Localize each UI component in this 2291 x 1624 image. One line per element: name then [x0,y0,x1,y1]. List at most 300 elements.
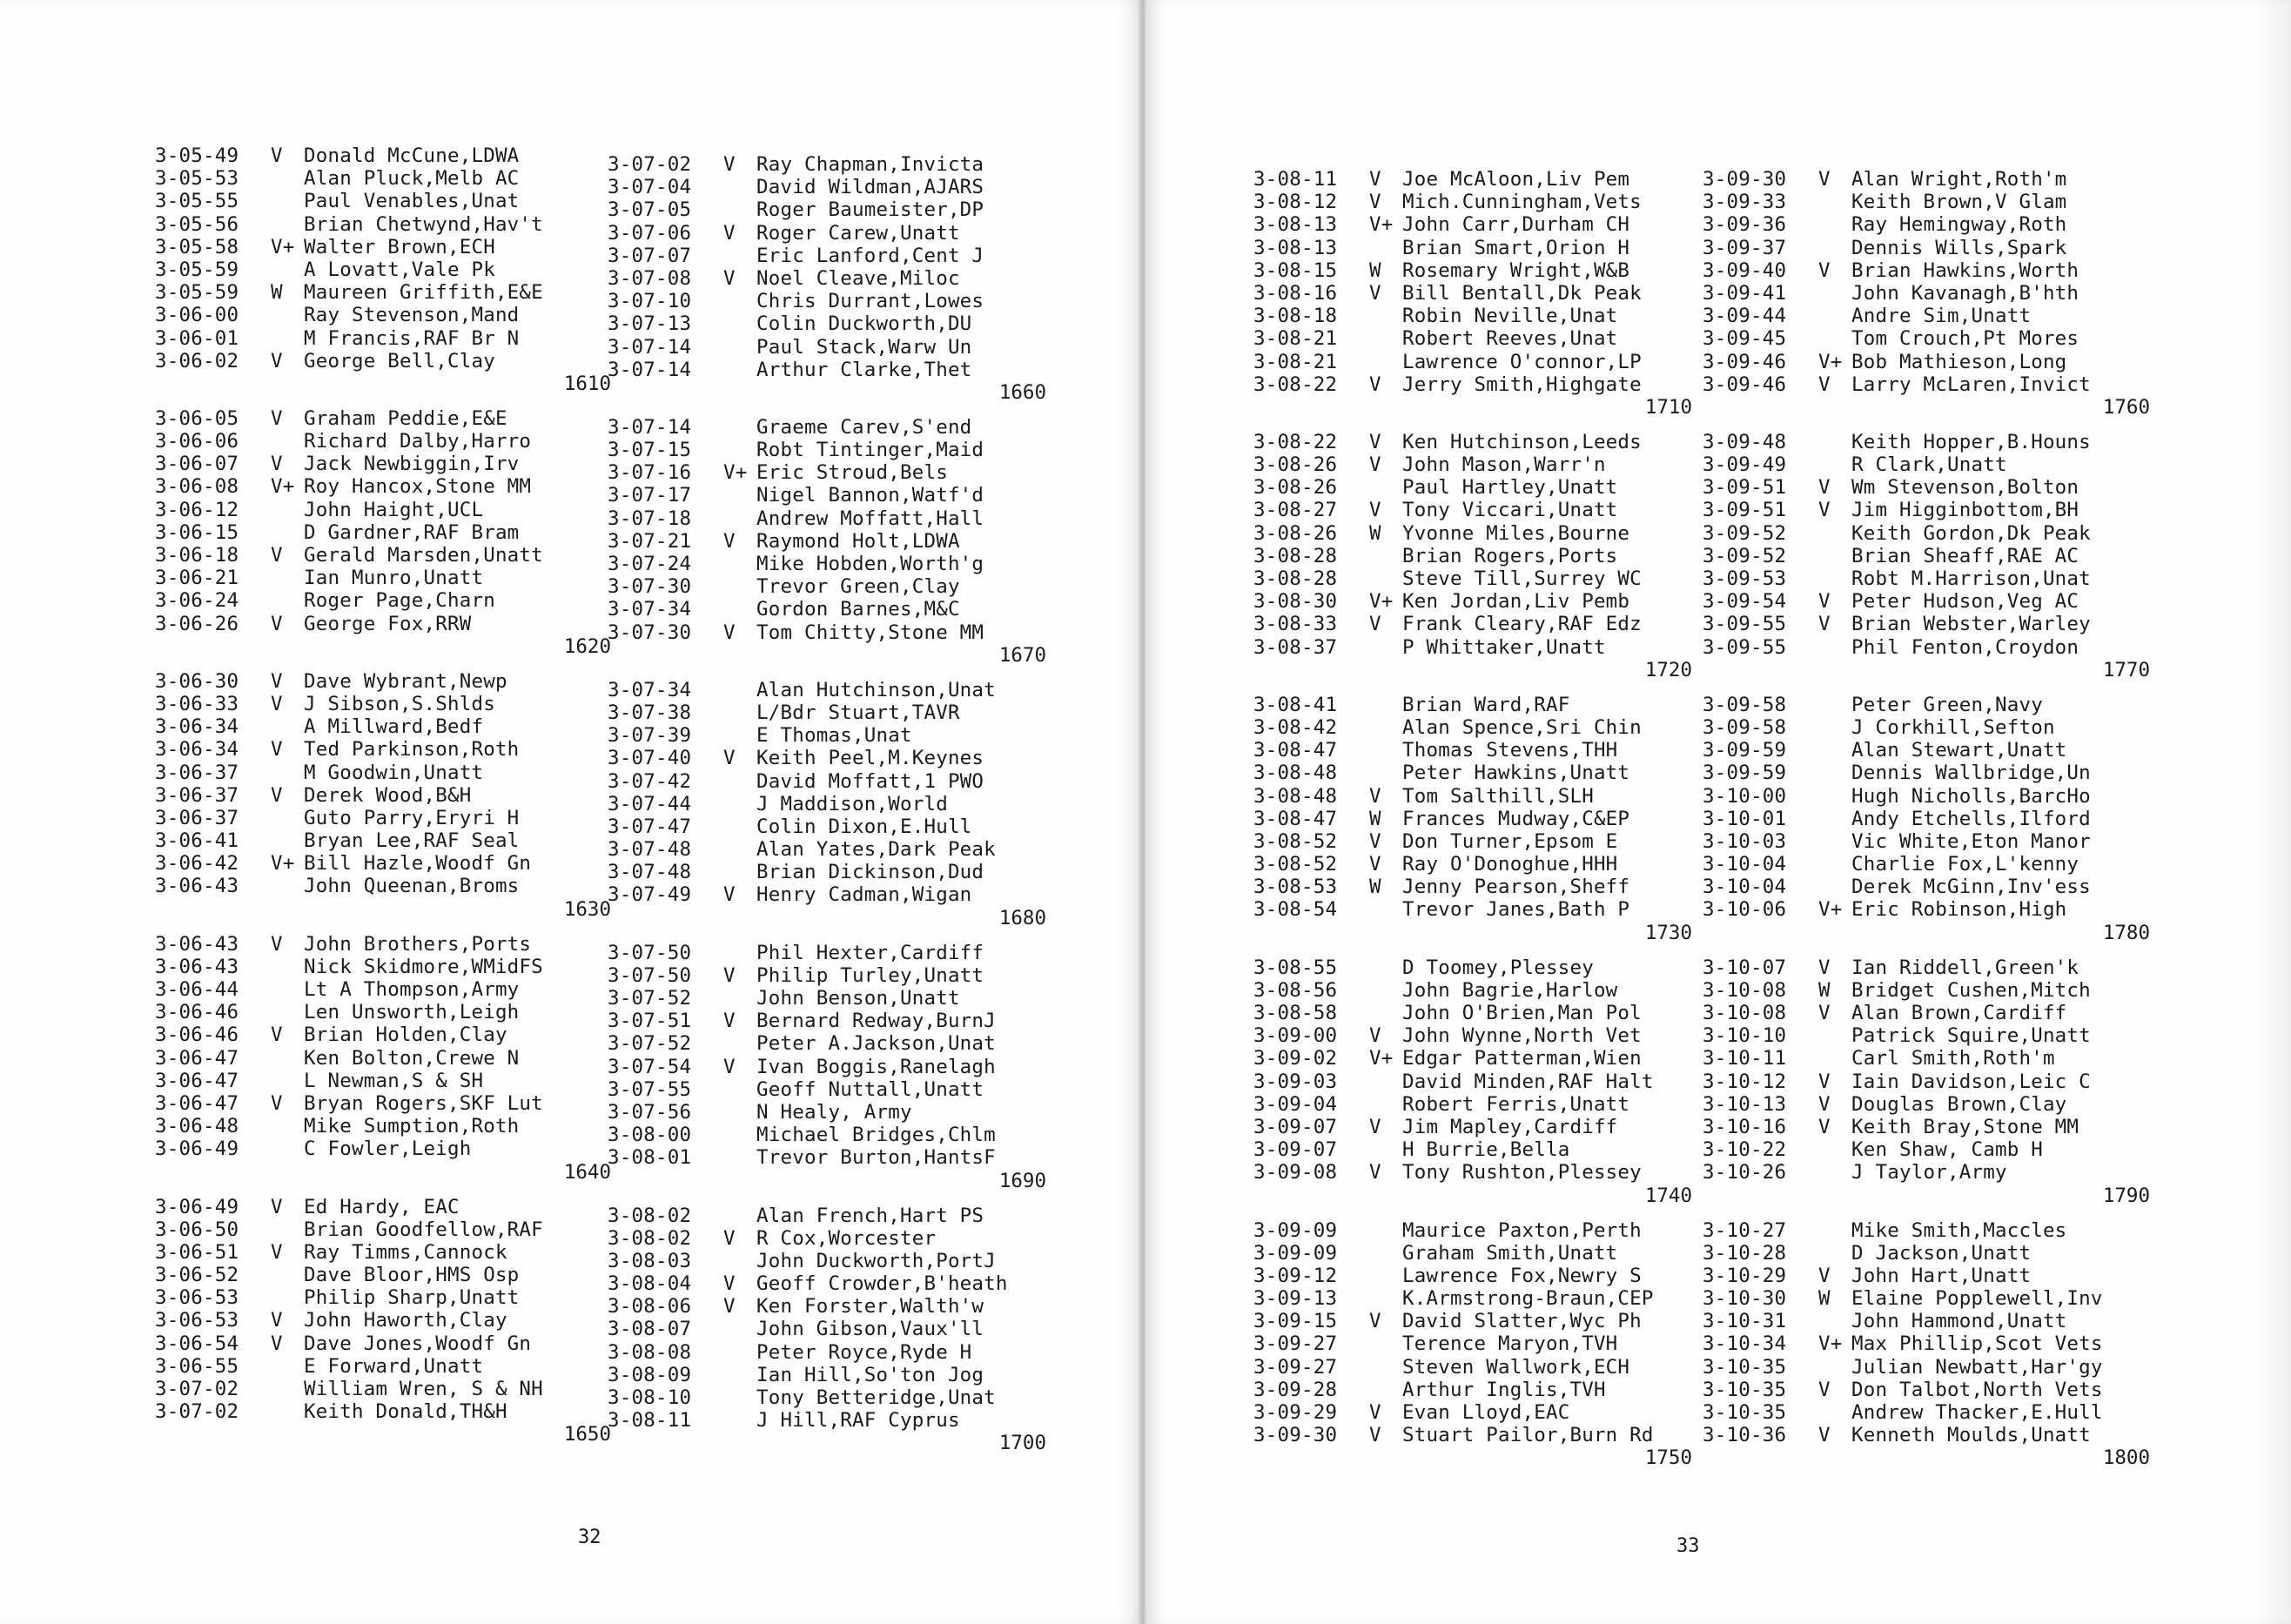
result-row [608,1341,1060,1364]
finish-time: 3-08-41 [1253,693,1338,716]
runner-name-club: Maurice Paxton,Perth [1402,1218,1642,1242]
block-spacer [1703,681,2164,694]
category-flag [1818,716,1851,739]
finish-time: 3-08-33 [1253,613,1338,636]
result-row [608,598,1060,621]
runner-name-club: Don Talbot,North Vets [1851,1378,2103,1401]
category-flag [271,327,304,350]
position-count: 1610 [563,372,611,395]
category-flag [1818,1047,1851,1070]
category-flag [1818,453,1851,476]
category-flag: V [1369,1310,1381,1333]
category-flag [271,829,304,852]
runner-name-club: L Newman,S & SH [304,1069,484,1092]
finish-time: 3-06-48 [155,1115,239,1138]
result-row [1253,213,1706,236]
category-flag [1818,1310,1851,1332]
category-flag: V [271,453,283,476]
result-row [155,1378,625,1400]
category-flag: W [1818,1287,1831,1311]
runner-name-club: Peter Hawkins,Unatt [1402,762,1630,785]
result-row [1703,351,2164,373]
category-flag [723,598,756,621]
result-row [1703,373,2164,396]
result-row [1703,853,2164,876]
runner-name-club: Mike Sumption,Roth [304,1115,520,1138]
result-row [1253,1024,1706,1047]
runner-name-club: Roger Baumeister,DP [756,198,984,222]
block-spacer [155,1184,625,1196]
result-row [608,484,1060,507]
category-flag [271,304,304,326]
category-flag: V [271,1332,283,1355]
result-row [155,875,625,897]
runner-name-club: Robt Tintinger,Maid [756,439,984,462]
result-row [155,190,625,212]
result-row [1253,1265,1706,1287]
category-flag: V [1818,1264,1831,1287]
result-row [1703,213,2164,236]
finish-time: 3-06-41 [155,829,239,853]
runner-name-club: Alan French,Hart PS [756,1204,984,1227]
finish-time: 3-07-02 [155,1400,239,1424]
finish-time: 3-07-49 [608,883,692,907]
runner-name-club: Michael Bridges,Chlm [756,1124,996,1147]
runner-name-club: Andy Etchells,Ilford [1851,807,2091,830]
result-row [1703,453,2164,476]
result-row [155,258,625,281]
result-row [608,883,1060,906]
finish-time: 3-06-34 [155,738,239,762]
result-row [608,1386,1060,1409]
finish-time: 3-09-04 [1253,1092,1338,1116]
result-row [608,861,1060,883]
category-flag [723,1386,756,1409]
result-row [1253,191,1706,213]
category-flag [1818,1242,1851,1265]
finish-time: 3-07-44 [608,792,692,815]
result-row [1253,1401,1706,1424]
finish-time: 3-06-37 [155,783,239,807]
finish-time: 3-08-28 [1253,567,1338,590]
runner-name-club: Mike Smith,Maccles [1851,1218,2067,1242]
category-flag [271,875,304,897]
finish-time: 3-08-09 [608,1363,692,1386]
category-flag [1369,1242,1402,1265]
finish-time: 3-08-48 [1253,762,1338,785]
runner-name-club: Peter A.Jackson,Unat [756,1032,996,1056]
finish-time: 3-05-53 [155,167,239,191]
runner-name-club: Ray Chapman,Invicta [756,153,984,176]
position-count: 1730 [1644,921,1692,944]
finish-time: 3-10-08 [1703,1002,1787,1024]
finish-time: 3-10-03 [1703,829,1787,853]
runner-name-club: Graham Smith,Unatt [1402,1241,1618,1265]
result-row [1703,1287,2164,1310]
result-row [608,176,1060,198]
runner-name-club: C Fowler,Leigh [304,1137,472,1161]
finish-time: 3-08-13 [1253,213,1338,237]
result-row [155,475,625,498]
runner-name-club: Lt A Thompson,Army [304,978,520,1001]
category-flag: V [271,1023,283,1047]
results-block [1253,694,1706,944]
result-row [608,416,1060,439]
results-block [608,416,1060,667]
runner-name-club: Mike Hobden,Worth'g [756,553,984,575]
runner-name-club: Chris Durrant,Lowes [756,290,984,313]
category-flag [1818,739,1851,762]
category-flag: V [271,612,283,635]
result-row [155,1332,625,1355]
category-flag [723,336,756,359]
category-flag [271,499,304,521]
category-flag [1369,1219,1402,1242]
category-flag [1369,476,1402,499]
finish-time: 3-07-14 [608,335,692,359]
finish-time: 3-08-04 [608,1272,692,1296]
result-row [155,1286,625,1309]
category-flag [271,1264,304,1286]
category-flag [1818,282,1851,305]
runner-name-club: Jerry Smith,Highgate [1402,372,1642,396]
finish-time: 3-06-43 [155,955,239,978]
runner-name-club: Ken Forster,Walth'w [756,1295,984,1319]
category-flag: V [1818,956,1831,979]
result-row [1703,1401,2164,1424]
runner-name-club: Bryan Rogers,SKF Lut [304,1091,543,1115]
result-row [608,530,1060,553]
position-count: 1770 [2102,658,2150,681]
result-row [155,1355,625,1378]
result-row [608,1272,1060,1295]
category-flag [1369,237,1402,259]
category-flag: V [1818,1424,1831,1447]
runner-name-club: Brian Chetwynd,Hav't [304,212,543,236]
runner-name-club: Tom Salthill,SLH [1402,784,1594,808]
finish-time: 3-08-27 [1253,499,1338,522]
finish-time: 3-10-01 [1703,807,1787,830]
finish-time: 3-06-00 [155,304,239,327]
finish-time: 3-08-18 [1253,305,1338,328]
category-flag [723,1124,756,1146]
finish-time: 3-06-52 [155,1264,239,1287]
runner-name-club: Iain Davidson,Leic C [1851,1070,2091,1093]
result-row [155,1196,625,1218]
result-row [1253,956,1706,979]
category-flag: V [1369,1401,1381,1424]
runner-name-club: Paul Hartley,Unatt [1402,476,1618,500]
category-flag: V [271,144,283,167]
runner-name-club: Robert Ferris,Unatt [1402,1092,1630,1116]
finish-time: 3-07-18 [608,507,692,530]
category-flag [723,198,756,221]
finish-time: 3-06-26 [155,612,239,635]
category-flag [723,1409,756,1432]
result-row [155,499,625,521]
category-flag [1369,716,1402,739]
results-block [1703,1219,2164,1470]
finish-time: 3-10-30 [1703,1287,1787,1311]
result-row [608,507,1060,530]
finish-time: 3-09-27 [1253,1355,1338,1379]
runner-name-club: Bill Bentall,Dk Peak [1402,281,1642,305]
category-flag: V [271,783,283,807]
finish-time: 3-07-30 [608,621,692,644]
runner-name-club: Brian Goodfellow,RAF [304,1218,543,1241]
result-row [155,1115,625,1137]
result-row [1253,1379,1706,1401]
finish-time: 3-07-24 [608,553,692,575]
result-row [608,1227,1060,1250]
runner-name-club: Maureen Griffith,E&E [304,281,543,305]
result-row [1703,956,2164,979]
category-flag [271,190,304,212]
results-block [155,933,625,1184]
category-flag [1818,1024,1851,1047]
runner-name-club: Joe McAloon,Liv Pem [1402,168,1630,191]
result-row [1253,168,1706,191]
category-flag [723,245,756,267]
block-spacer [608,404,1060,416]
result-row [155,715,625,738]
finish-time: 3-10-26 [1703,1161,1787,1184]
category-flag [1818,305,1851,327]
finish-time: 3-07-14 [608,415,692,439]
finish-time: 3-08-42 [1253,715,1338,739]
category-flag [723,507,756,530]
block-spacer [608,1192,1060,1205]
finish-time: 3-09-30 [1703,168,1787,191]
result-row [608,747,1060,769]
runner-name-club: Bill Hazle,Woodf Gn [304,852,532,876]
runner-name-club: Mich.Cunningham,Vets [1402,191,1642,214]
runner-name-club: Ray Stevenson,Mand [304,304,520,327]
category-flag [1818,237,1851,259]
result-row [608,1318,1060,1340]
finish-time: 3-06-53 [155,1309,239,1332]
runner-name-club: William Wren, S & NH [304,1378,543,1400]
runner-name-club: J Taylor,Army [1851,1161,2007,1184]
finish-time: 3-08-26 [1253,476,1338,500]
runner-name-club: Ken Shaw, Camb H [1851,1138,2043,1162]
result-row [1703,1332,2164,1355]
finish-time: 3-09-52 [1703,521,1787,545]
category-flag: V [1369,853,1381,876]
category-flag [1818,785,1851,808]
runner-name-club: Colin Duckworth,DU [756,312,972,336]
runner-name-club: David Moffatt,1 PWO [756,769,984,793]
result-row [155,567,625,589]
finish-time: 3-07-17 [608,484,692,507]
results-block [1253,168,1706,419]
finish-time: 3-08-22 [1253,372,1338,396]
position-count: 1800 [2102,1446,2150,1470]
runner-name-club: Philip Turley,Unatt [756,963,984,987]
results-block [608,679,1060,929]
result-row [155,167,625,190]
category-flag [1369,956,1402,979]
finish-time: 3-06-01 [155,326,239,350]
runner-name-club: Len Unsworth,Leigh [304,1001,520,1024]
runner-name-club: Steven Wallwork,ECH [1402,1355,1630,1379]
runner-name-club: Edgar Patterman,Wien [1402,1047,1642,1070]
runner-name-club: Roger Carew,Unatt [756,221,960,245]
finish-time: 3-09-55 [1703,613,1787,636]
finish-time: 3-10-35 [1703,1401,1787,1424]
category-flag: V [1818,476,1831,500]
result-row [1253,351,1706,373]
finish-time: 3-06-06 [155,430,239,453]
position-count: 1780 [2102,921,2150,944]
finish-time: 3-09-02 [1253,1047,1338,1070]
result-row [608,724,1060,747]
runner-name-club: E Thomas,Unat [756,724,912,748]
page-number: 33 [1676,1535,1700,1557]
runner-name-club: Derek McGinn,Inv'ess [1851,876,2091,899]
position-count: 1690 [998,1169,1046,1192]
category-flag: V [1369,281,1381,305]
result-row [1253,1093,1706,1116]
category-flag: V [1369,784,1381,808]
runner-name-club: Vic White,Eton Manor [1851,829,2091,853]
runner-name-club: Tom Crouch,Pt Mores [1851,327,2079,351]
runner-name-club: Robt M.Harrison,Unat [1851,567,2091,590]
runner-name-club: Alan Brown,Cardiff [1851,1002,2067,1024]
category-flag [271,1137,304,1160]
result-row [1703,1242,2164,1265]
finish-time: 3-08-15 [1253,258,1338,282]
runner-name-club: John Haight,UCL [304,498,484,521]
result-row [155,670,625,693]
runner-name-club: David Wildman,AJARS [756,176,984,199]
runner-name-club: Brian Ward,RAF [1402,693,1570,716]
runner-name-club: Alan Yates,Dark Peak [756,838,996,862]
runner-name-club: Ian Munro,Unatt [304,567,484,590]
result-row [1703,259,2164,282]
result-row [1703,522,2164,545]
category-flag: V+ [1369,213,1394,237]
category-flag [723,987,756,1010]
category-flag [1818,1219,1851,1242]
result-row [608,1101,1060,1124]
finish-time: 3-09-33 [1703,191,1787,214]
runner-name-club: Rosemary Wright,W&B [1402,258,1630,282]
category-flag: V [271,544,283,567]
result-row [155,852,625,875]
category-flag [271,213,304,236]
category-flag: V [723,1295,736,1319]
results-block [1253,956,1706,1207]
category-flag [723,416,756,439]
position-count: 1670 [998,643,1046,667]
block-spacer [608,929,1060,942]
result-row [1703,1024,2164,1047]
result-row [608,198,1060,221]
runner-name-club: D Gardner,RAF Bram [304,520,520,544]
block-spacer [1703,944,2164,956]
runner-name-club: Ken Bolton,Crewe N [304,1046,520,1070]
result-row [608,461,1060,484]
position-count: 1700 [998,1432,1046,1455]
runner-name-club: Patrick Squire,Unatt [1851,1024,2091,1048]
category-flag [723,861,756,883]
result-row [155,407,625,430]
category-flag: V [1818,1070,1831,1093]
category-flag [1369,762,1402,784]
category-flag [1369,1379,1402,1401]
finish-time: 3-07-02 [608,153,692,176]
finish-time: 3-08-22 [1253,430,1338,453]
finish-time: 3-10-10 [1703,1024,1787,1048]
runner-name-club: Walter Brown,ECH [304,235,495,258]
finish-time: 3-06-49 [155,1195,239,1218]
category-flag: V [1369,453,1381,477]
category-flag: V [1369,829,1381,853]
category-flag [723,1078,756,1101]
finish-time: 3-09-15 [1253,1310,1338,1333]
block-spacer [608,667,1060,679]
result-row [1253,785,1706,808]
finish-time: 3-06-43 [155,932,239,956]
block-spacer [1253,944,1706,956]
finish-time: 3-08-03 [608,1249,692,1272]
runner-name-club: L/Bdr Stuart,TAVR [756,701,960,724]
runner-name-club: M Goodwin,Unatt [304,761,484,784]
finish-time: 3-06-33 [155,692,239,715]
finish-time: 3-07-30 [608,575,692,599]
finish-time: 3-09-58 [1703,693,1787,716]
finish-time: 3-05-59 [155,281,239,305]
runner-name-club: Tom Chitty,Stone MM [756,621,984,644]
category-flag: V [1818,372,1831,396]
finish-time: 3-05-55 [155,190,239,213]
finish-time: 3-07-50 [608,963,692,987]
finish-time: 3-08-53 [1253,876,1338,899]
finish-time: 3-09-59 [1703,762,1787,785]
category-flag: V+ [1818,350,1843,373]
category-flag [1818,853,1851,876]
runner-name-club: Brian Sheaff,RAE AC [1851,544,2079,567]
page-number: 32 [578,1527,601,1548]
runner-name-club: Eric Stroud,Bels [756,461,948,485]
result-row [1253,1047,1706,1070]
result-row [1703,1310,2164,1332]
finish-time: 3-06-54 [155,1332,239,1355]
category-flag [271,258,304,281]
runner-name-club: Trevor Janes,Bath P [1402,898,1630,922]
category-flag [1818,431,1851,453]
finish-time: 3-07-48 [608,838,692,862]
finish-time: 3-05-56 [155,212,239,236]
result-row [155,453,625,475]
result-row [1253,1070,1706,1093]
result-row [155,236,625,258]
category-flag [271,521,304,544]
runner-name-club: Andrew Moffatt,Hall [756,507,984,530]
runner-name-club: Robert Reeves,Unat [1402,327,1618,351]
category-flag: V [271,1309,283,1332]
result-row [155,1400,625,1423]
finish-time: 3-06-42 [155,852,239,876]
category-flag: V [723,153,736,176]
category-flag: W [1369,876,1381,899]
finish-time: 3-09-41 [1703,281,1787,305]
category-flag [1369,636,1402,659]
result-row [155,350,625,372]
category-flag: V+ [1369,590,1394,614]
category-flag [1369,327,1402,350]
